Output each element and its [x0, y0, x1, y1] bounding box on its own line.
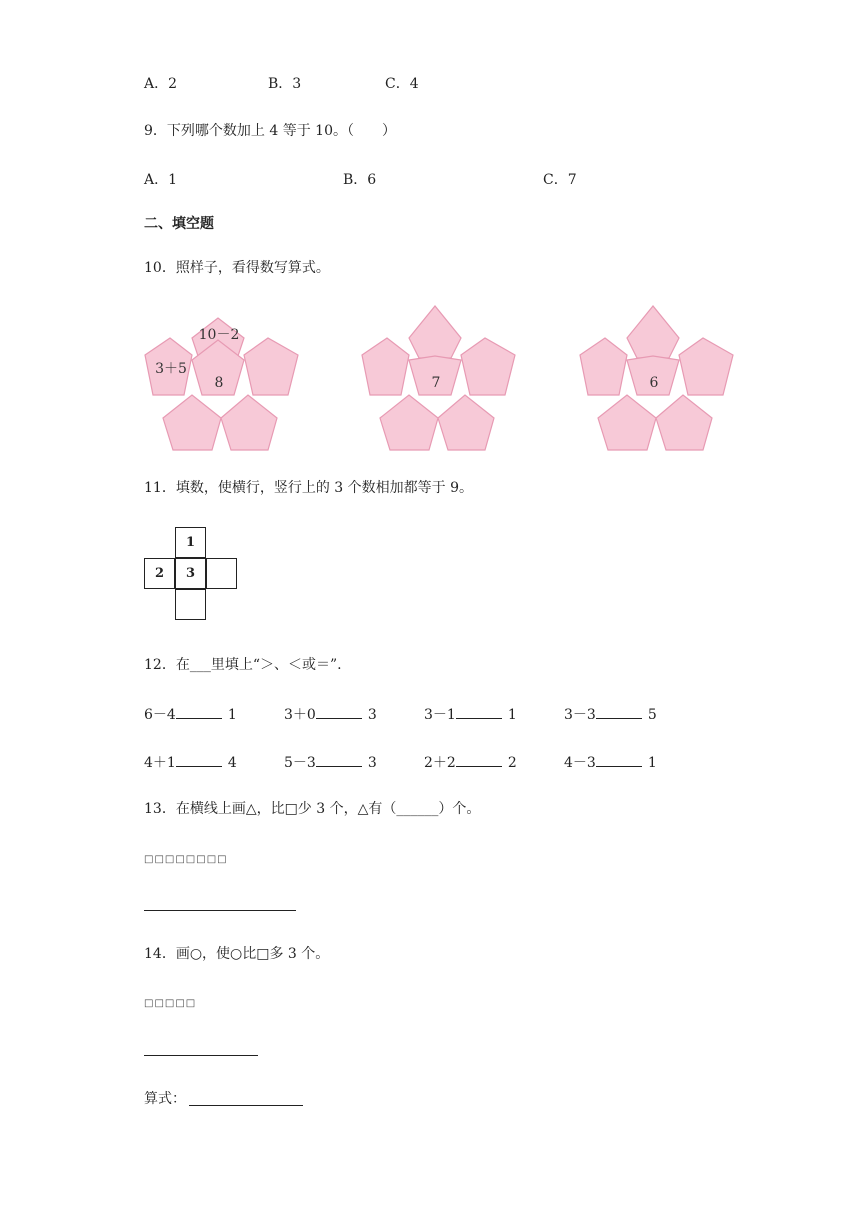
section-title: 二、填空题 — [144, 216, 214, 232]
answer-blank[interactable] — [176, 704, 222, 719]
compare-right: 4 — [227, 755, 237, 771]
answer-blank[interactable] — [316, 752, 362, 767]
petal-bottom-right — [438, 395, 494, 450]
petal-top — [627, 306, 679, 358]
formula-line[interactable] — [189, 1105, 303, 1106]
compare-left: 4－3 — [564, 755, 596, 771]
compare-item — [564, 704, 657, 724]
q8-option-b: B．3 — [268, 76, 302, 92]
compare-right: 1 — [507, 707, 517, 723]
compare-right: 1 — [647, 755, 657, 771]
compare-left: 4＋1 — [144, 755, 176, 771]
petal-bottom-left — [163, 395, 221, 450]
compare-item — [424, 752, 517, 772]
petal-bottom-right — [221, 395, 277, 450]
answer-line[interactable] — [144, 910, 296, 911]
petal-left-text: 3＋5 — [155, 361, 187, 377]
square-row: □□□□□□□□ — [144, 854, 228, 865]
q13-question: 13．在横线上画△，比□少 3 个，△有（______）个。 — [144, 801, 481, 817]
grid-cell-top[interactable]: 1 — [175, 527, 206, 558]
q9-option-b: B．6 — [343, 172, 377, 188]
petal-top-text: 10－2 — [198, 327, 240, 343]
compare-left: 3＋0 — [284, 707, 316, 723]
answer-blank[interactable] — [316, 704, 362, 719]
q9-option-a: A．1 — [144, 172, 178, 188]
grid-cell-left[interactable]: 2 — [144, 558, 175, 589]
petal-center-text: 7 — [431, 375, 441, 391]
petal-top — [409, 306, 461, 358]
pentagon-flower-3 — [575, 300, 735, 452]
q12-question: 12．在___里填上“＞、＜或＝”. — [144, 657, 342, 673]
petal-bottom-right — [656, 395, 712, 450]
compare-right: 1 — [227, 707, 237, 723]
answer-blank[interactable] — [176, 752, 222, 767]
petal-right — [679, 338, 733, 395]
compare-item — [144, 752, 237, 772]
answer-blank[interactable] — [456, 704, 502, 719]
pentagon-flower-2 — [357, 300, 517, 452]
compare-left: 6－4 — [144, 707, 176, 723]
answer-blank[interactable] — [596, 752, 642, 767]
q9-option-c: C．7 — [543, 172, 577, 188]
grid-cell-bottom[interactable] — [175, 589, 206, 620]
petal-right — [244, 338, 298, 395]
q9-question: 9．下列哪个数加上 4 等于 10。（ ） — [144, 123, 396, 139]
petal-left — [580, 338, 627, 395]
compare-item — [284, 752, 377, 772]
compare-right: 2 — [507, 755, 517, 771]
q8-option-a: A．2 — [144, 76, 178, 92]
q11-question: 11．填数，使横行，竖行上的 3 个数相加都等于 9。 — [144, 480, 473, 496]
grid-cell-center[interactable]: 3 — [175, 558, 206, 589]
answer-line[interactable] — [144, 1055, 258, 1056]
compare-left: 5－3 — [284, 755, 316, 771]
compare-right: 5 — [647, 707, 657, 723]
formula-label: 算式： — [144, 1091, 186, 1107]
petal-bottom-left — [380, 395, 438, 450]
compare-item — [284, 704, 377, 724]
q10-question: 10．照样子，看得数写算式。 — [144, 260, 330, 276]
petal-center-text: 6 — [649, 375, 659, 391]
petal-center-text: 8 — [214, 375, 224, 391]
q14-question: 14．画○，使○比□多 3 个。 — [144, 946, 330, 962]
compare-left: 2＋2 — [424, 755, 456, 771]
pentagon-flower-1 — [140, 300, 300, 452]
compare-left: 3－1 — [424, 707, 456, 723]
petal-right — [461, 338, 515, 395]
answer-blank[interactable] — [596, 704, 642, 719]
compare-right: 3 — [367, 707, 377, 723]
compare-item — [564, 752, 657, 772]
compare-left: 3－3 — [564, 707, 596, 723]
compare-item — [424, 704, 517, 724]
number-cross-grid — [144, 527, 240, 623]
answer-blank[interactable] — [456, 752, 502, 767]
petal-left — [362, 338, 409, 395]
square-row: □□□□□ — [144, 998, 197, 1009]
grid-cell-right[interactable] — [206, 558, 237, 589]
compare-item — [144, 704, 237, 724]
q8-option-c: C．4 — [385, 76, 419, 92]
petal-bottom-left — [598, 395, 656, 450]
compare-right: 3 — [367, 755, 377, 771]
